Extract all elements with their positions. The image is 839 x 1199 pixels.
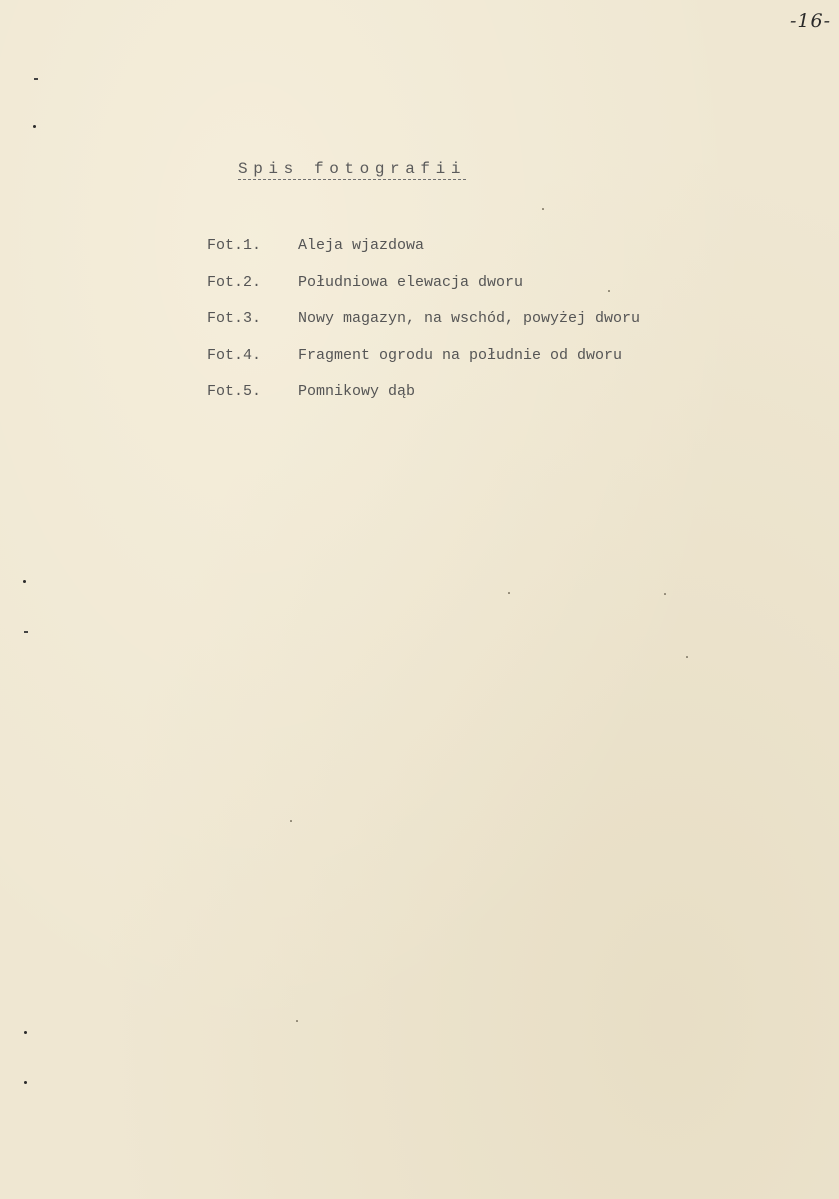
margin-mark [24,1081,27,1084]
list-item [207,310,640,347]
photo-caption: Fragment ogrodu na południe od dworu [298,346,623,364]
photo-number: Fot.3. [207,310,262,327]
photo-list [207,237,640,420]
margin-mark [24,631,28,633]
page-number: -16- [789,10,831,32]
margin-mark [24,1031,27,1034]
list-item [207,274,640,311]
paper-speck [290,820,292,822]
paper-speck [686,656,688,658]
list-item [207,383,640,420]
photo-caption: Nowy magazyn, na wschód, powyżej dworu [298,310,641,327]
margin-mark [33,125,36,128]
paper-speck [296,1020,298,1022]
paper-speck [542,208,544,210]
paper-speck [664,593,666,595]
margin-mark [34,78,38,80]
photo-caption: Pomnikowy dąb [298,383,416,400]
list-item [207,237,640,274]
paper-speck [608,290,610,292]
document-title: Spis fotografii [238,160,467,178]
margin-mark [23,580,26,583]
paper-speck [508,592,510,594]
photo-caption: Południowa elewacja dworu [298,273,524,291]
photo-number: Fot.4. [207,346,262,364]
photo-number: Fot.5. [207,383,262,400]
photo-number: Fot.1. [207,237,262,254]
photo-number: Fot.2. [207,273,262,291]
photo-caption: Aleja wjazdowa [298,237,425,254]
list-item [207,347,640,384]
